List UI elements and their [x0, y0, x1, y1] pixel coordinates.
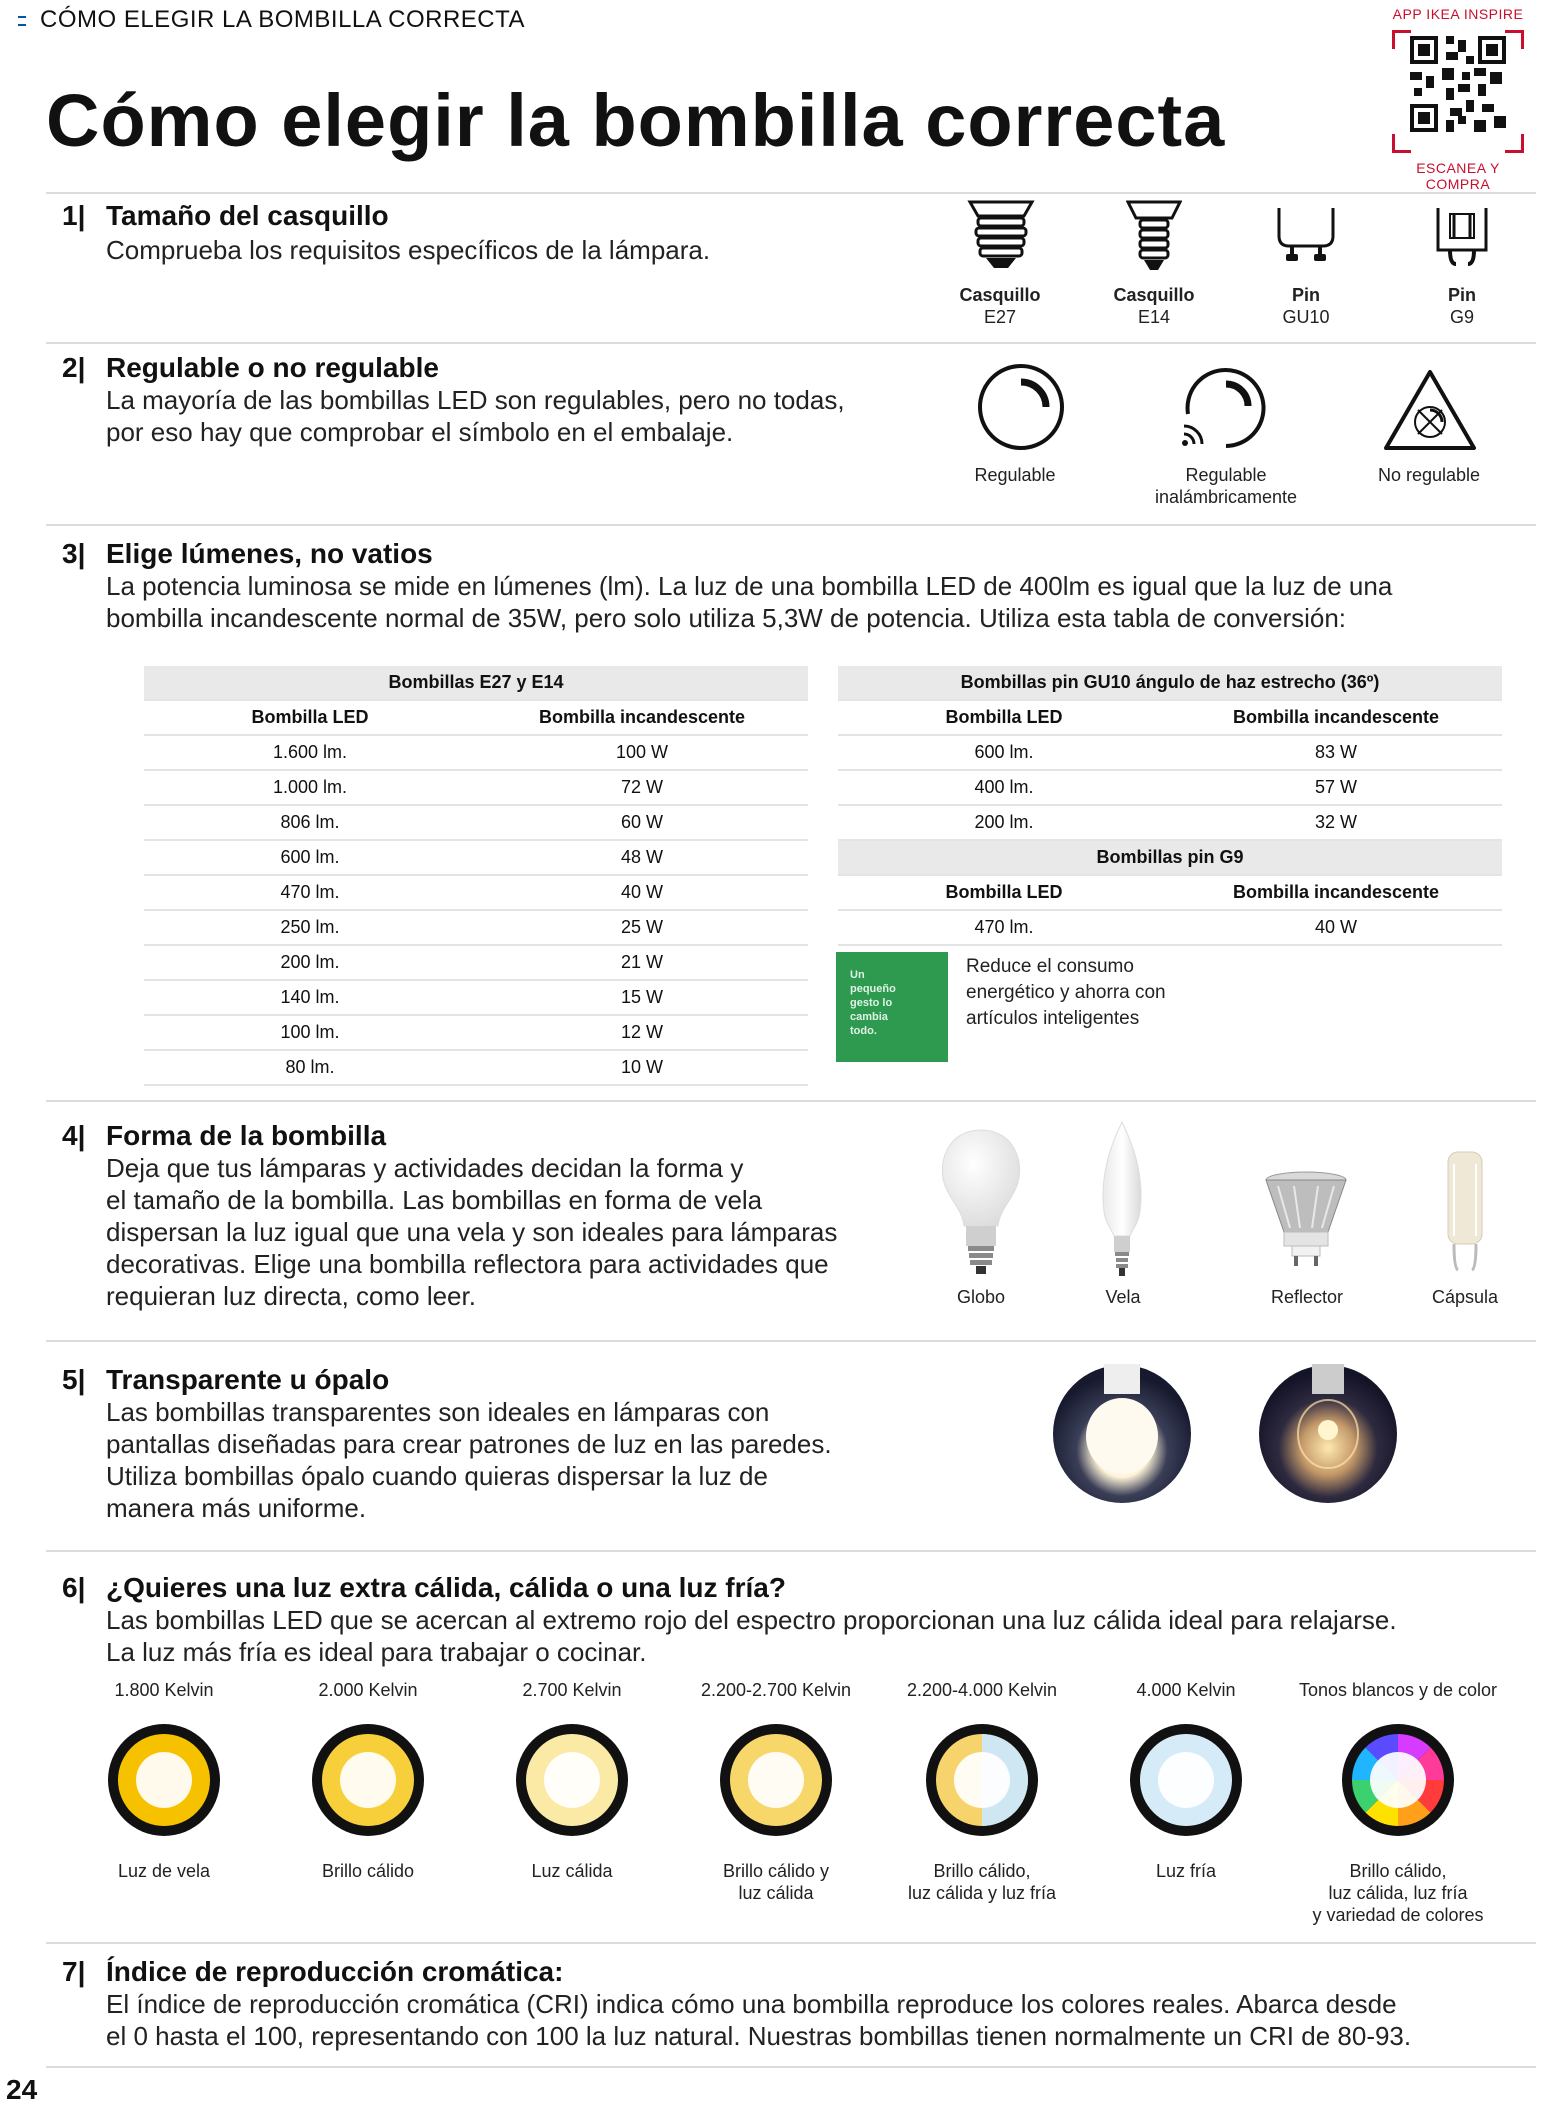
promo-badge: Un pequeño gesto lo cambia todo. [836, 952, 948, 1062]
not-dimmable-label: No regulable [1377, 465, 1481, 485]
menu-icon [18, 16, 26, 26]
color-temperature-ring-icon [512, 1720, 632, 1840]
column-header: Bombilla LED [838, 875, 1170, 910]
capsule-bulb-image [1440, 1150, 1490, 1274]
candle-bulb-image [1098, 1120, 1146, 1278]
wireless-dimmable-icon [1176, 358, 1272, 454]
column-header: Bombilla incandescente [1170, 875, 1502, 910]
column-header: Bombilla LED [144, 700, 476, 735]
led-lumens-cell: 200 lm. [144, 945, 476, 980]
led-lumens-cell: 806 lm. [144, 805, 476, 840]
section-number: 6| [62, 1572, 86, 1603]
led-lumens-cell: 470 lm. [144, 875, 476, 910]
section-body: La potencia luminosa se mide en lúmenes (lm). La luz de una bombilla LED de 400lm es igual que la luz de una [106, 571, 1393, 601]
incandescent-watts-cell: 83 W [1170, 735, 1502, 770]
table-row [144, 805, 808, 840]
clear-bulb-photo [1258, 1364, 1398, 1504]
table-row [838, 770, 1502, 805]
incandescent-watts-cell: 72 W [476, 770, 808, 805]
table-row [144, 1050, 808, 1085]
led-lumens-cell: 600 lm. [838, 735, 1170, 770]
section-body: Las bombillas LED que se acercan al extremo rojo del espectro proporcionan una luz cálida ideal para relajarse. [106, 1605, 1397, 1635]
led-lumens-cell: 400 lm. [838, 770, 1170, 805]
incandescent-watts-cell: 32 W [1170, 805, 1502, 840]
gu10-pin-icon [1276, 206, 1336, 264]
incandescent-watts-cell: 48 W [476, 840, 808, 875]
wireless-dimmable-label: Regulable inalámbricamente [1154, 465, 1298, 507]
not-dimmable-icon [1382, 368, 1478, 452]
table-row [144, 875, 808, 910]
section-body: Las bombillas transparentes son ideales en lámparas con pantallas diseñadas para crear patrones de luz en las paredes. Utiliza bombillas ópalo cuando quieras dispersar la luz de manera más uniforme. [106, 1397, 832, 1523]
dimmable-icon [976, 362, 1066, 452]
kelvin-label: 1.800 Kelvin [114, 1680, 214, 1700]
section-title: ¿Quieres una luz extra cálida, cálida o una luz fría? [106, 1572, 786, 1603]
table-row [144, 910, 808, 945]
incandescent-watts-cell: 12 W [476, 1015, 808, 1050]
opal-bulb-photo [1052, 1364, 1192, 1504]
section-number: 2| [62, 352, 86, 383]
incandescent-watts-cell: 25 W [476, 910, 808, 945]
qr-code-icon [1410, 36, 1506, 132]
section-body: La luz más fría es ideal para trabajar o cocinar. [106, 1637, 647, 1667]
table-row [838, 910, 1502, 945]
temperature-caption: Brillo cálido, luz cálida, luz fría y variedad de colores [1312, 1861, 1484, 1925]
table-row [838, 805, 1502, 840]
globe-bulb-image [936, 1126, 1026, 1278]
led-lumens-cell: 140 lm. [144, 980, 476, 1015]
table-row [144, 770, 808, 805]
e27-socket-icon [966, 198, 1036, 272]
bulb-label: Vela [1105, 1287, 1141, 1307]
section-title: Transparente u ópalo [106, 1364, 390, 1395]
socket-label: Pin GU10 [1282, 285, 1330, 327]
socket-label: Casquillo E14 [1113, 285, 1195, 327]
page-title: Cómo elegir la bombilla correcta [46, 79, 1226, 162]
section-body: La mayoría de las bombillas LED son regulables, pero no todas, [106, 385, 845, 415]
kelvin-label: 2.000 Kelvin [318, 1680, 418, 1700]
led-lumens-cell: 80 lm. [144, 1050, 476, 1085]
table-row [144, 945, 808, 980]
section-title: Regulable o no regulable [106, 352, 439, 383]
socket-label: Casquillo E27 [959, 285, 1041, 327]
table-row [144, 840, 808, 875]
led-lumens-cell: 600 lm. [144, 840, 476, 875]
led-lumens-cell: 250 lm. [144, 910, 476, 945]
color-temperature-ring-icon [1338, 1720, 1458, 1840]
led-lumens-cell: 1.600 lm. [144, 735, 476, 770]
color-temperature-ring-icon [716, 1720, 836, 1840]
table-row [144, 1015, 808, 1050]
led-lumens-cell: 1.000 lm. [144, 770, 476, 805]
qr-top-caption: APP IKEA INSPIRE [1392, 6, 1524, 22]
temperature-caption: Luz cálida [531, 1861, 613, 1881]
incandescent-watts-cell: 57 W [1170, 770, 1502, 805]
kelvin-label: 2.200-2.700 Kelvin [700, 1680, 852, 1700]
bulb-label: Cápsula [1431, 1287, 1499, 1307]
color-temperature-ring-icon [104, 1720, 224, 1840]
page-number: 24 [6, 2074, 38, 2105]
breadcrumb-text: CÓMO ELEGIR LA BOMBILLA CORRECTA [40, 6, 526, 33]
breadcrumb [18, 6, 525, 34]
bulb-label: Reflector [1270, 1287, 1344, 1307]
table-title: Bombillas pin G9 [838, 840, 1502, 875]
table-title: Bombillas pin GU10 ángulo de haz estrecho (36º) [838, 666, 1502, 700]
color-temperature-ring-icon [308, 1720, 428, 1840]
temperature-caption: Luz fría [1155, 1861, 1217, 1881]
conversion-table-e27-e14 [144, 666, 808, 1086]
table-row [144, 735, 808, 770]
section-body: por eso hay que comprobar el símbolo en el embalaje. [106, 417, 734, 447]
kelvin-label: Tonos blancos y de color [1298, 1680, 1498, 1700]
led-lumens-cell: 100 lm. [144, 1015, 476, 1050]
section-body: bombilla incandescente normal de 35W, pero solo utiliza 5,3W de potencia. Utiliza esta tabla de conversión: [106, 603, 1347, 633]
section-title: Tamaño del casquillo [106, 200, 389, 231]
incandescent-watts-cell: 40 W [476, 875, 808, 910]
g9-pin-icon [1434, 206, 1490, 268]
color-temperature-ring-icon [922, 1720, 1042, 1840]
led-lumens-cell: 470 lm. [838, 910, 1170, 945]
led-lumens-cell: 200 lm. [838, 805, 1170, 840]
section-body: el 0 hasta el 100, representando con 100 la luz natural. Nuestras bombillas tienen normalmente un CRI de 80-93. [106, 2021, 1412, 2051]
section-title: Elige lúmenes, no vatios [106, 538, 433, 569]
table-row [838, 735, 1502, 770]
promo-text: Reduce el consumo energético y ahorra con artículos inteligentes [966, 956, 1166, 1029]
table-row [144, 980, 808, 1015]
column-header: Bombilla incandescente [1170, 700, 1502, 735]
section-number: 4| [62, 1120, 86, 1151]
section-number: 1| [62, 200, 86, 231]
incandescent-watts-cell: 15 W [476, 980, 808, 1015]
color-temperature-ring-icon [1126, 1720, 1246, 1840]
incandescent-watts-cell: 100 W [476, 735, 808, 770]
incandescent-watts-cell: 21 W [476, 945, 808, 980]
section-number: 5| [62, 1364, 86, 1395]
section-title: Índice de reproducción cromática: [106, 1956, 564, 1987]
kelvin-label: 2.700 Kelvin [522, 1680, 622, 1700]
column-header: Bombilla incandescente [476, 700, 808, 735]
table-title: Bombillas E27 y E14 [144, 666, 808, 700]
qr-bottom-caption: ESCANEA Y COMPRA [1416, 160, 1500, 192]
temperature-caption: Brillo cálido [321, 1861, 415, 1881]
incandescent-watts-cell: 60 W [476, 805, 808, 840]
temperature-caption: Brillo cálido, luz cálida y luz fría [907, 1861, 1057, 1903]
e14-socket-icon [1126, 198, 1182, 272]
conversion-table-gu10 [838, 666, 1502, 946]
section-title: Forma de la bombilla [106, 1120, 387, 1151]
section-body: Deja que tus lámparas y actividades decidan la forma y el tamaño de la bombilla. Las bombillas en forma de vela dispersan la luz igual que una vela y son ideales para lámparas decorativas. Elige una bombilla reflectora para actividades que requieran luz directa, como leer. [106, 1153, 838, 1311]
qr-block[interactable] [1384, 6, 1532, 192]
section-body: Comprueba los requisitos específicos de la lámpara. [106, 235, 711, 265]
socket-label: Pin G9 [1447, 285, 1476, 327]
section-number: 7| [62, 1956, 86, 1987]
kelvin-label: 2.200-4.000 Kelvin [906, 1680, 1058, 1700]
reflector-bulb-image [1264, 1170, 1348, 1270]
kelvin-label: 4.000 Kelvin [1136, 1680, 1236, 1700]
column-header: Bombilla LED [838, 700, 1170, 735]
section-number: 3| [62, 538, 86, 569]
incandescent-watts-cell: 40 W [1170, 910, 1502, 945]
temperature-caption: Luz de vela [117, 1861, 211, 1881]
dimmable-label: Regulable [974, 465, 1056, 485]
section-body: El índice de reproducción cromática (CRI) indica cómo una bombilla reproduce los colores reales. Abarca desde [106, 1989, 1397, 2019]
incandescent-watts-cell: 10 W [476, 1050, 808, 1085]
temperature-caption: Brillo cálido y luz cálida [722, 1861, 830, 1903]
bulb-label: Globo [956, 1287, 1006, 1307]
